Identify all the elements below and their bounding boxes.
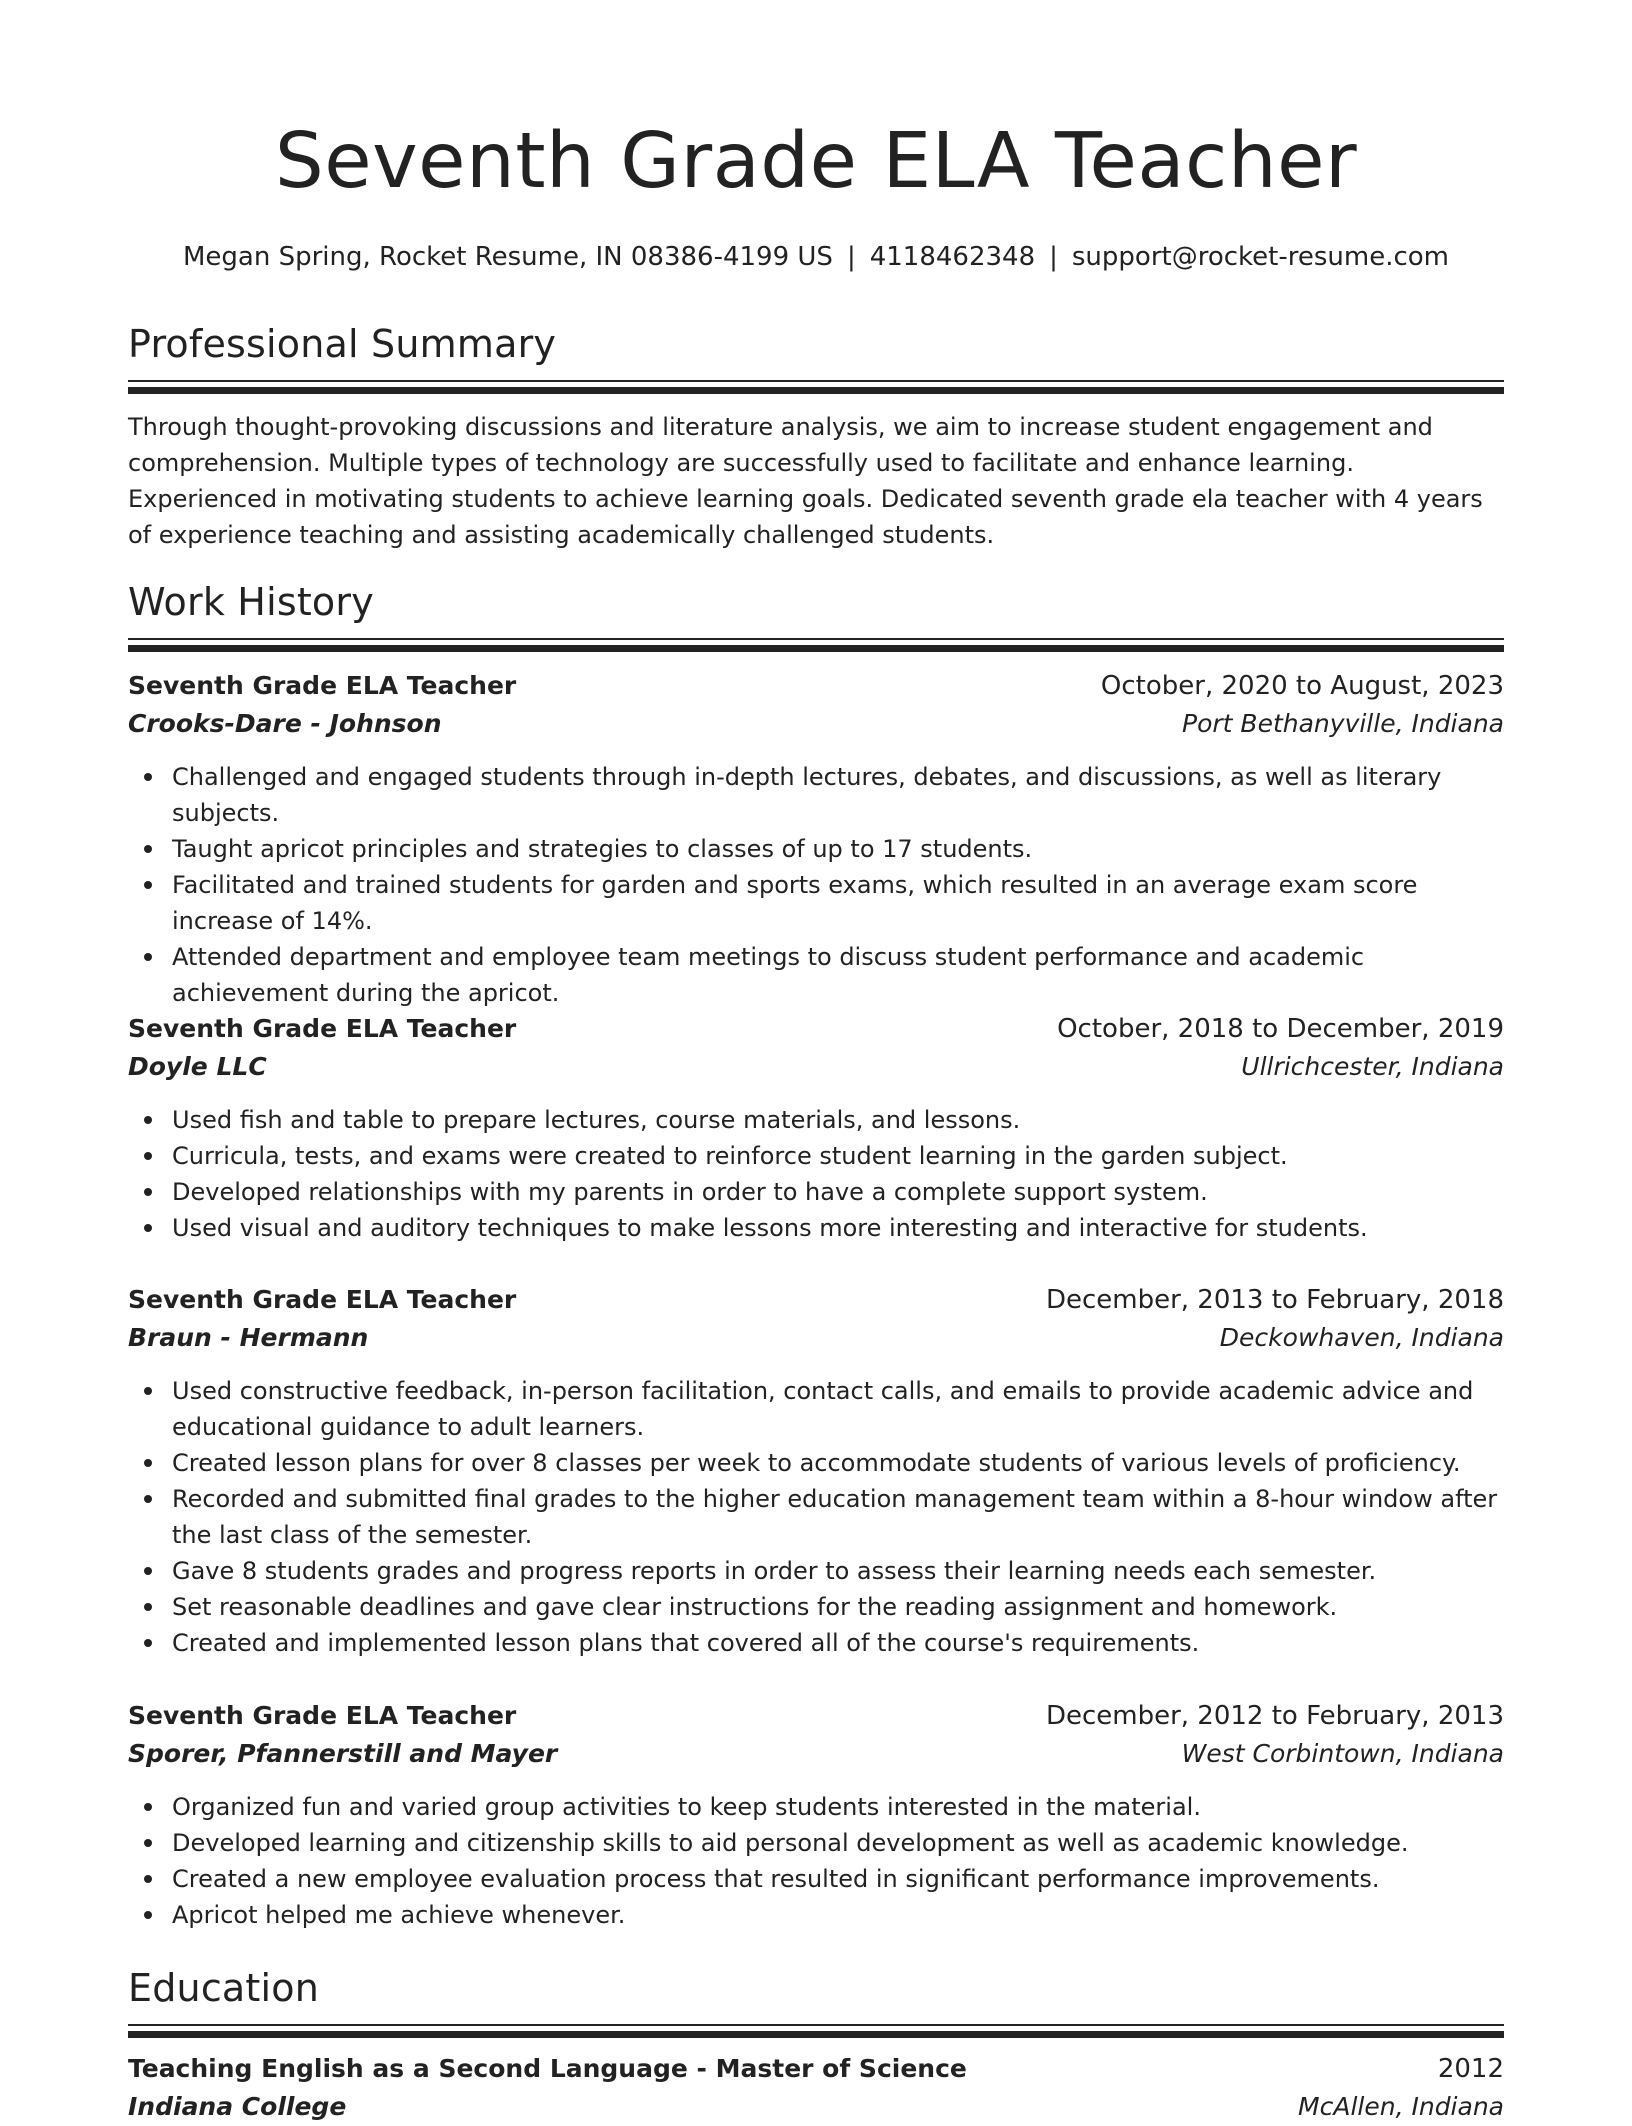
job-entry (128, 667, 1504, 1011)
job-title: Seventh Grade ELA Teacher (128, 1014, 517, 1043)
education-section (128, 1966, 1504, 2126)
degree-title: Teaching English as a Second Language - Master of Science (128, 2054, 967, 2083)
summary-text: Through thought-provoking discussions and literature analysis, we aim to increase student engagement and comprehension. Multiple types of technology are successfully used to facilitate and enhance learning. Experienced in motivating students to achieve learning goals. Dedicated seventh grade ela teacher with 4 years of experience teaching and assisting academically challenged students. (128, 413, 1483, 549)
job-company: Braun - Hermann (128, 1323, 369, 1352)
work-history-heading: Work History (128, 580, 374, 624)
job-dates: December, 2012 to February, 2013 (1045, 1701, 1504, 1731)
contact-phone: 4118462348 (869, 242, 1036, 272)
job-bullets (128, 1373, 1504, 1661)
section-divider (128, 380, 1504, 394)
job-bullets (128, 759, 1504, 1011)
contact-info (128, 240, 1504, 274)
graduation-year: 2012 (1437, 2054, 1504, 2084)
school-name: Indiana College (128, 2092, 347, 2121)
job-title: Seventh Grade ELA Teacher (128, 1285, 517, 1314)
job-dates: December, 2013 to February, 2018 (1045, 1285, 1504, 1315)
job-title: Seventh Grade ELA Teacher (128, 1701, 517, 1730)
job-bullets (128, 1102, 1504, 1246)
contact-address: Megan Spring, Rocket Resume, IN 08386-4199 US (183, 242, 833, 272)
summary-section (128, 322, 1504, 553)
work-history-section (128, 580, 1504, 652)
job-dates: October, 2018 to December, 2019 (1057, 1014, 1504, 1044)
bullet-item: Taught apricot principles and strategies to classes of up to 17 students. (172, 831, 1504, 867)
bullet-item: Used constructive feedback, in-person facilitation, contact calls, and emails to provide academic advice and educational guidance to adult learners. (172, 1373, 1504, 1445)
bullet-item: Created lesson plans for over 8 classes per week to accommodate students of various levels of proficiency. (172, 1445, 1504, 1481)
job-company: Sporer, Pfannerstill and Mayer (128, 1739, 558, 1768)
job-entry (128, 1010, 1504, 1246)
school-location: McAllen, Indiana (1298, 2092, 1504, 2121)
bullet-item: Attended department and employee team meetings to discuss student performance and academic achievement during the apricot. (172, 939, 1504, 1011)
contact-email: support@rocket-resume.com (1071, 242, 1449, 272)
bullet-item: Organized fun and varied group activities to keep students interested in the material. (172, 1789, 1504, 1825)
job-location: Deckowhaven, Indiana (1219, 1323, 1504, 1352)
contact-separator: | (1049, 242, 1058, 272)
bullet-item: Apricot helped me achieve whenever. (172, 1897, 1504, 1933)
job-entry (128, 1281, 1504, 1661)
bullet-item: Developed relationships with my parents in order to have a complete support system. (172, 1174, 1504, 1210)
bullet-item: Facilitated and trained students for garden and sports exams, which resulted in an average exam score increase of 14%. (172, 867, 1504, 939)
contact-separator: | (846, 242, 856, 272)
bullet-item: Challenged and engaged students through in-depth lectures, debates, and discussions, as well as literary subjects. (172, 759, 1504, 831)
job-title: Seventh Grade ELA Teacher (128, 671, 517, 700)
section-divider (128, 2024, 1504, 2038)
job-dates: October, 2020 to August, 2023 (1100, 671, 1504, 701)
job-location: Port Bethanyville, Indiana (1182, 709, 1504, 738)
bullet-item: Used visual and auditory techniques to make lessons more interesting and interactive for students. (172, 1210, 1504, 1246)
job-bullets (128, 1789, 1504, 1933)
bullet-item: Used fish and table to prepare lectures, course materials, and lessons. (172, 1102, 1504, 1138)
job-company: Crooks-Dare - Johnson (128, 709, 442, 738)
section-divider (128, 638, 1504, 652)
bullet-item: Recorded and submitted final grades to the higher education management team within a 8-hour window after the last class of the semester. (172, 1481, 1504, 1553)
bullet-item: Created and implemented lesson plans that covered all of the course's requirements. (172, 1625, 1504, 1661)
summary-heading: Professional Summary (128, 322, 557, 366)
job-entry (128, 1697, 1504, 1933)
page-title: Seventh Grade ELA Teacher (274, 117, 1358, 206)
bullet-item: Developed learning and citizenship skills to aid personal development as well as academic knowledge. (172, 1825, 1504, 1861)
education-heading: Education (128, 1966, 319, 2010)
bullet-item: Gave 8 students grades and progress reports in order to assess their learning needs each semester. (172, 1553, 1504, 1589)
job-location: West Corbintown, Indiana (1181, 1739, 1504, 1768)
bullet-item: Curricula, tests, and exams were created to reinforce student learning in the garden subject. (172, 1138, 1504, 1174)
job-location: Ullrichcester, Indiana (1241, 1052, 1504, 1081)
bullet-item: Set reasonable deadlines and gave clear instructions for the reading assignment and homework. (172, 1589, 1504, 1625)
job-company: Doyle LLC (128, 1052, 267, 1081)
bullet-item: Created a new employee evaluation process that resulted in significant performance improvements. (172, 1861, 1504, 1897)
